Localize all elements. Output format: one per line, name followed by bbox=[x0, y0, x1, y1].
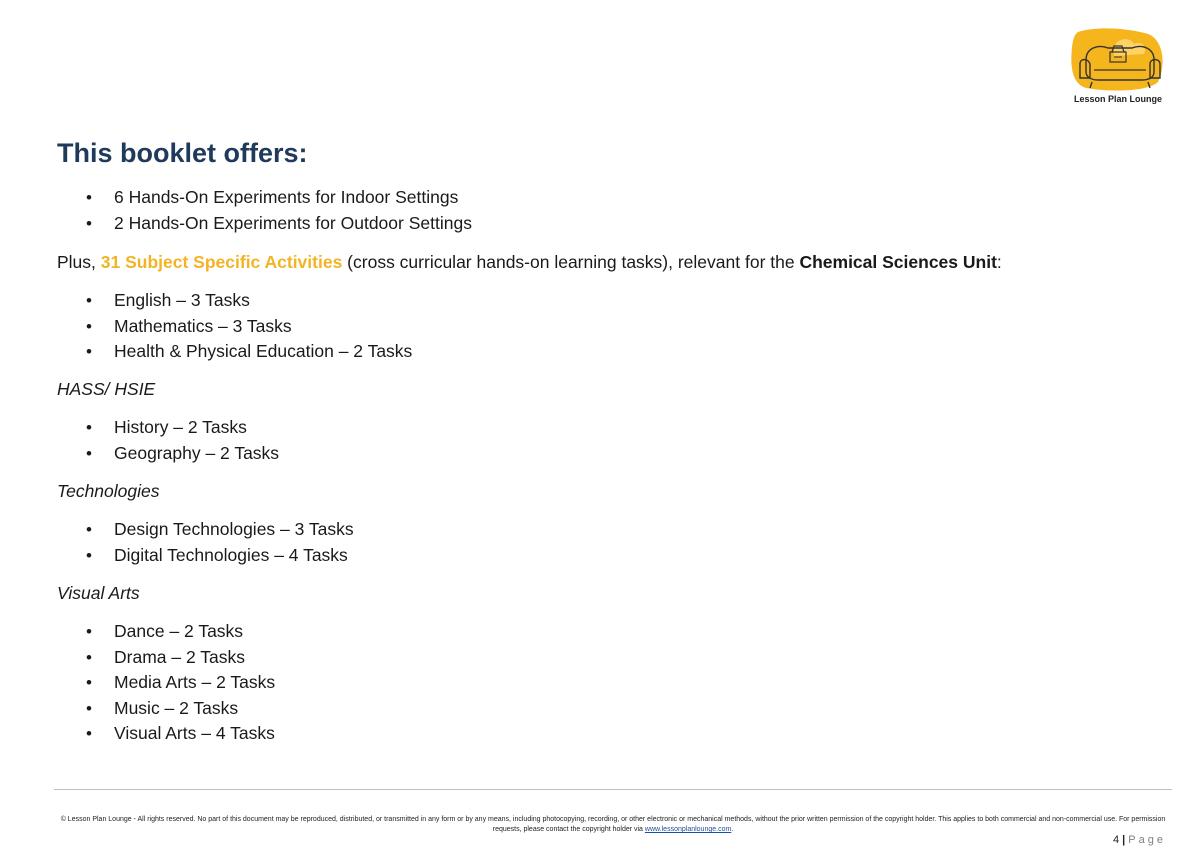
plus-suffix: : bbox=[996, 252, 1002, 272]
website-link[interactable]: www.lessonplanlounge.com bbox=[644, 826, 732, 833]
list-item: • Geography – 2 Tasks bbox=[57, 441, 279, 467]
list-item: • Drama – 2 Tasks bbox=[57, 645, 275, 671]
list-item: • History – 2 Tasks bbox=[57, 415, 279, 441]
sofa-logo-icon bbox=[1068, 26, 1168, 94]
page-separator: | bbox=[1122, 834, 1126, 846]
list-item: • Design Technologies – 3 Tasks bbox=[57, 517, 354, 543]
copyright-text: © Lesson Plan Lounge - All rights reserved. No part of this document may be reproduced, distributed, or transmitted in any form or by any means, including photocopying, recording, or other electronic or mechanical methods, without the prior written permission of the copyright holder. This applies to both commercial and non-commercial use. For permission requests, please contact the copyright holder via bbox=[60, 816, 1166, 833]
section-title-technologies: Technologies bbox=[57, 481, 160, 501]
list-item: • Dance – 2 Tasks bbox=[57, 619, 275, 645]
page-title: This booklet offers: bbox=[57, 138, 308, 168]
plus-prefix: Plus, bbox=[57, 252, 101, 272]
copyright-end: . bbox=[731, 826, 734, 833]
list-item: • English – 3 Tasks bbox=[57, 288, 412, 314]
logo bbox=[1068, 26, 1168, 110]
section-title-visual-arts: Visual Arts bbox=[57, 583, 140, 603]
technologies-list bbox=[57, 517, 354, 568]
logo-text: Lesson Plan Lounge bbox=[1073, 94, 1162, 104]
plus-paragraph bbox=[57, 250, 1002, 275]
section-title-hass: HASS/ HSIE bbox=[57, 379, 156, 399]
list-item: • 2 Hands-On Experiments for Outdoor Settings bbox=[57, 211, 472, 237]
list-item: • Music – 2 Tasks bbox=[57, 696, 275, 722]
unit-name: Chemical Sciences Unit bbox=[799, 252, 997, 272]
list-item: • Media Arts – 2 Tasks bbox=[57, 670, 275, 696]
list-item: • Digital Technologies – 4 Tasks bbox=[57, 543, 354, 569]
hass-list bbox=[57, 415, 279, 466]
list-item: • Mathematics – 3 Tasks bbox=[57, 314, 412, 340]
page-number-value: 4 bbox=[1112, 834, 1120, 846]
copyright-notice bbox=[54, 815, 1172, 835]
list-item: • Visual Arts – 4 Tasks bbox=[57, 721, 275, 747]
experiments-list bbox=[57, 185, 472, 236]
list-item: • Health & Physical Education – 2 Tasks bbox=[57, 339, 412, 365]
activities-count-highlight: 31 Subject Specific Activities bbox=[100, 252, 343, 272]
plus-middle: (cross curricular hands-on learning tasks), relevant for the bbox=[342, 252, 800, 272]
page-number bbox=[1113, 834, 1166, 846]
core-subjects-list bbox=[57, 288, 412, 365]
visual-arts-list bbox=[57, 619, 275, 747]
page-word: Page bbox=[1128, 834, 1166, 846]
list-item: • 6 Hands-On Experiments for Indoor Settings bbox=[57, 185, 472, 211]
footer-divider bbox=[54, 789, 1172, 790]
